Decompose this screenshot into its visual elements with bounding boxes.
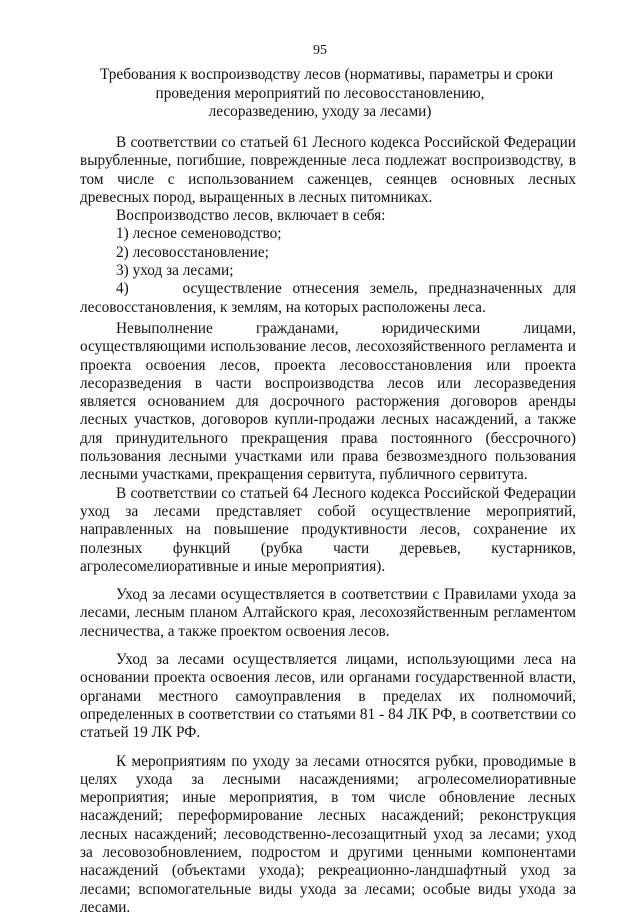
- title-line-2: проведения мероприятий по лесовосстановлению,: [100, 85, 540, 104]
- paragraph-care-rules: Уход за лесами осуществляется в соответствии с Правилами ухода за лесами, лесным планом Алтайского края, лесохозяйственным регламентом лесничества, а также проектом освоения лесов.: [80, 586, 576, 641]
- paragraph-care-performers: Уход за лесами осуществляется лицами, использующими леса на основании проекта освоения лесов, или органами государственной власти, органами местного самоуправления в пределах их полномочий, определенных в соответствии со статьями 81 - 84 ЛК РФ, в соответствии со статьей 19 ЛК РФ.: [80, 651, 576, 742]
- title-line-3: лесоразведению, уходу за лесами): [100, 103, 540, 122]
- list-item-land-classification: 4) осуществление отнесения земель, предназначенных для лесовосстановления, к землям, на которых расположены леса.: [80, 280, 576, 317]
- page-number: 95: [0, 43, 640, 59]
- section-title: [100, 66, 540, 122]
- list-item-reforestation: 2) лесовосстановление;: [80, 244, 576, 262]
- paragraph-article-61: В соответствии со статьей 61 Лесного кодекса Российской Федерации вырубленные, погибшие, поврежденные леса подлежат воспроизводству, в том числе с использованием саженцев, сеянцев основных лесных древесных пород, выращенных в лесных питомниках.: [80, 134, 576, 207]
- paragraph-article-64: В соответствии со статьей 64 Лесного кодекса Российской Федерации уход за лесами представляет собой осуществление мероприятий, направленных на повышение продуктивности лесов, сохранение их полезных функций (рубка части деревьев, кустарников, агролесомелиоративные и иные мероприятия).: [80, 485, 576, 576]
- list-item-seed-production: 1) лесное семеноводство;: [80, 225, 576, 243]
- title-line-1: Требования к воспроизводству лесов (нормативы, параметры и сроки: [100, 66, 540, 85]
- document-body: [80, 134, 576, 917]
- paragraph-non-compliance: Невыполнение гражданами, юридическими лицами, осуществляющими использование лесов, лесохозяйственного регламента и проекта освоения лесов, проекта лесовосстановления или проекта лесоразведения в части воспроизводства лесов или лесоразведения является основанием для досрочного расторжения договоров аренды лесных участков, договоров купли-продажи лесных насаждений, а также для принудительного прекращения права постоянного (бессрочного) пользования лесными участками или права безвозмездного пользования лесными участками, прекращения сервитута, публичного сервитута.: [80, 320, 576, 485]
- list-item-forest-care: 3) уход за лесами;: [80, 262, 576, 280]
- paragraph-care-activities: К мероприятиям по уходу за лесами относятся рубки, проводимые в целях ухода за лесными насаждениями; агролесомелиоративные мероприятия; иные мероприятия, в том числе обновление лесных насаждений; переформирование лесных насаждений; реконструкция лесных насаждений; лесоводственно-лесозащитный уход за лесами; уход за лесовозобновлением, подростом и другими ценными компонентами насаждений (объектами ухода); рекреационно-ландшафтный уход за лесами; вспомогательные виды ухода за лесами; особые виды ухода за лесами.: [80, 753, 576, 917]
- paragraph-reproduction-intro: Воспроизводство лесов, включает в себя:: [80, 207, 576, 225]
